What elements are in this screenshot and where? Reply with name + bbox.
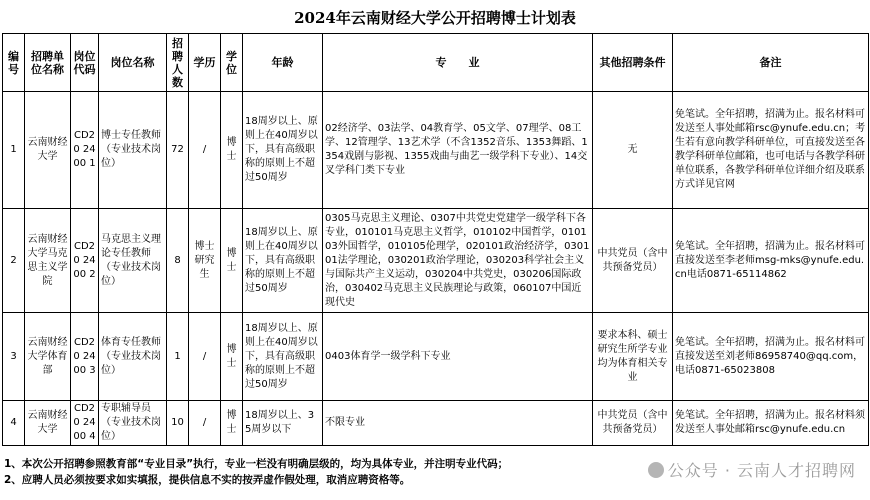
wechat-icon — [648, 462, 664, 478]
cell-age: 18周岁以上、原则上在40周岁以下，具有高级职称的原则上不超过50周岁 — [243, 92, 323, 209]
cell-other: 中共党员（含中共预备党员） — [593, 401, 673, 446]
cell-remark: 免笔试。全年招聘，招满为止。报名材料可直接发送至李老师msg-mks@ynufe.edu.cn电话0871-65114862 — [673, 209, 869, 313]
header-other: 其他招聘条件 — [593, 34, 673, 92]
header-age: 年龄 — [243, 34, 323, 92]
footnote-2: 2、应聘人员必须按要求如实填报，提供信息不实的按弄虚作假处理，取消应聘资格等。 — [4, 474, 411, 486]
cell-count: 1 — [167, 313, 189, 401]
cell-post: 体育专任教师（专业技术岗位） — [99, 313, 167, 401]
document-title: 2024年云南财经大学公开招聘博士计划表 — [294, 9, 576, 27]
header-row — [3, 34, 869, 92]
cell-major: 0403体育学一级学科下专业 — [323, 313, 593, 401]
cell-post: 博士专任教师（专业技术岗位） — [99, 92, 167, 209]
header-major: 专 业 — [323, 34, 593, 92]
cell-remark: 免笔试。全年招聘，招满为止。报名材料可发送至人事处邮箱rsc@ynufe.edu.cn；考生若有意向教学科研单位，可直接发送至各教学科研单位邮箱，也可电话与各教学科研单位联系，各教学科研单位详细介绍及联系方式详见官网 — [673, 92, 869, 209]
header-code: 岗位代码 — [71, 34, 99, 92]
cell-unit: 云南财经大学 — [25, 92, 71, 209]
cell-remark: 免笔试。全年招聘，招满为止。报名材料可直接发送至刘老师869587​40@qq.com，电话0871-65023808 — [673, 313, 869, 401]
cell-no: 3 — [3, 313, 25, 401]
cell-code: CD20 2400 2 — [71, 209, 99, 313]
footnote-1: 1、本次公开招聘参照教育部“专业目录”执行，专业一栏没有明确层级的，均为具体专业，并注明专业代码； — [4, 458, 509, 470]
cell-unit: 云南财经大学马克思主义学院 — [25, 209, 71, 313]
cell-unit: 云南财经大学体育部 — [25, 313, 71, 401]
cell-age: 18周岁以上、原则上在40周岁以下，具有高级职称的原则上不超过50周岁 — [243, 209, 323, 313]
cell-post: 专职辅导员（专业技术岗位） — [99, 401, 167, 446]
cell-other: 要求本科、硕士研究生所学专业均为体育相关专业 — [593, 313, 673, 401]
cell-no: 4 — [3, 401, 25, 446]
table-row — [3, 92, 869, 209]
table-row — [3, 209, 869, 313]
cell-other: 中共党员（含中共预备党员） — [593, 209, 673, 313]
cell-code: CD20 2400 4 — [71, 401, 99, 446]
cell-age: 18周岁以上、35周岁以下 — [243, 401, 323, 446]
table-row — [3, 401, 869, 446]
header-remark: 备注 — [673, 34, 869, 92]
cell-code: CD20 2400 3 — [71, 313, 99, 401]
cell-count: 10 — [167, 401, 189, 446]
cell-no: 2 — [3, 209, 25, 313]
cell-other: 无 — [593, 92, 673, 209]
cell-edu: 博士研究生 — [189, 209, 221, 313]
cell-edu: / — [189, 92, 221, 209]
cell-age: 18周岁以上、原则上在40周岁以下，具有高级职称的原则上不超过50周岁 — [243, 313, 323, 401]
cell-code: CD20 2400 1 — [71, 92, 99, 209]
cell-degree: 博士 — [221, 209, 243, 313]
watermark-text: 公众号 · 云南人才招聘网 — [667, 461, 856, 480]
recruitment-table — [2, 33, 869, 446]
cell-degree: 博士 — [221, 92, 243, 209]
cell-remark: 免笔试。全年招聘，招满为止。报名材料须发送至人事处邮箱rsc@ynufe.edu.cn — [673, 401, 869, 446]
cell-count: 8 — [167, 209, 189, 313]
header-post: 岗位名称 — [99, 34, 167, 92]
cell-degree: 博士 — [221, 313, 243, 401]
watermark — [648, 458, 856, 481]
cell-edu: / — [189, 401, 221, 446]
header-degree: 学位 — [221, 34, 243, 92]
cell-edu: / — [189, 313, 221, 401]
table-row — [3, 313, 869, 401]
header-no: 编号 — [3, 34, 25, 92]
cell-unit: 云南财经大学 — [25, 401, 71, 446]
header-edu: 学历 — [189, 34, 221, 92]
cell-degree: 博士 — [221, 401, 243, 446]
cell-no: 1 — [3, 92, 25, 209]
header-unit: 招聘单位名称 — [25, 34, 71, 92]
cell-major: 02经济学、03法学、04教育学、05文学、07理学、08工学、12管理学、13艺术学（不含1352音乐、1353舞蹈、1354戏剧与影视、1355戏曲与曲艺一级学科下专业）、14交叉学科门类下专业 — [323, 92, 593, 209]
cell-count: 72 — [167, 92, 189, 209]
cell-major: 不限专业 — [323, 401, 593, 446]
cell-post: 马克思主义理论专任教师（专业技术岗位） — [99, 209, 167, 313]
cell-major: 0305马克思主义理论、0307中共党史党建学一级学科下各专业，010101马克思主义哲学，010102中国哲学，010103外国哲学，010105伦理学，020101政治经济学，030101法学理论，030201政治学理论，030203科学社会主义与国际共产主义运动，030204中共党史，030206国际政治，030402马克思主义民族理论与政策，060107中国近现代史 — [323, 209, 593, 313]
header-count: 招聘人数 — [167, 34, 189, 92]
